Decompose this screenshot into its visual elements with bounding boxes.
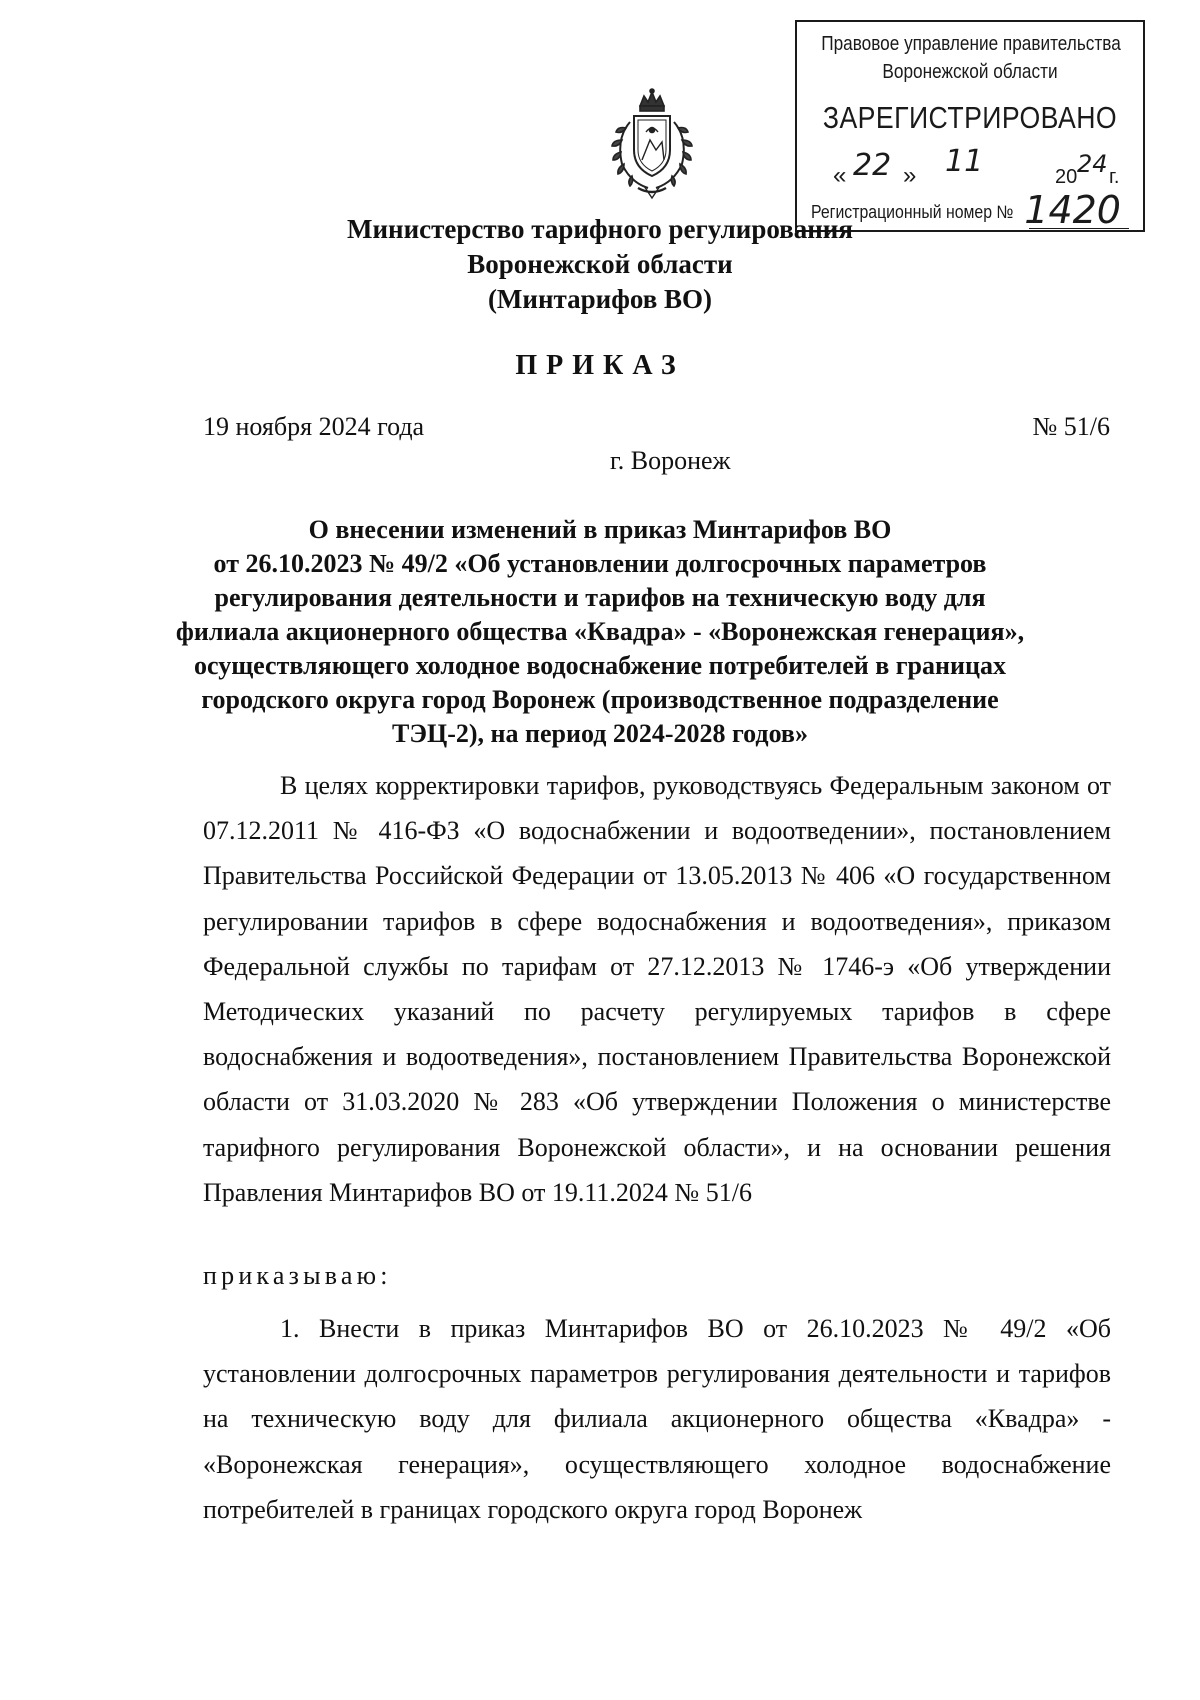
stamp-reg-number: 1420 [1024,188,1121,232]
stamp-year-suffix: 24 [1077,150,1108,178]
subject-line: О внесении изменений в приказ Минтарифов ВО [308,515,892,544]
subject-line: филиала акционерного общества «Квадра» - «Воронежская генерация», [175,617,1025,646]
stamp-open-quote: « [833,162,847,189]
document-subject [0,513,1200,751]
order-word: приказываю: [203,1261,392,1290]
stamp-month: 11 [945,144,984,179]
stamp-authority-line1: Правовое управление правительства [821,33,1121,55]
document-date: 19 ноября 2024 года [203,412,425,441]
ministry-name [0,212,1200,317]
stamp-registered-label: ЗАРЕГИСТРИРОВАНО [822,100,1118,135]
stamp-reg-label: Регистрационный номер № [811,202,1014,222]
stamp-close-quote: » [903,162,917,189]
stamp-authority-line2: Воронежской области [882,61,1058,83]
subject-line: осуществляющего холодное водоснабжение потребителей в границах [194,651,1006,680]
registration-stamp [795,20,1145,232]
document-type-title: ПРИКАЗ [515,350,685,381]
subject-line: регулирования деятельности и тарифов на техническую воду для [214,583,986,612]
document-number: № 51/6 [1032,412,1110,441]
preamble-paragraph: В целях корректировки тарифов, руководствуясь Федеральным законом от 07.12.2011 № 416-ФЗ «О водоснабжении и водоотведении», постановлением Правительства Российской Федерации от 13.05.2013 № 406 «О государственном регулировании тарифов в сфере водоснабжения и водоотведения», приказом Федеральной службы по тарифам от 27.12.2013 № 1746-э «Об утверждении Методических указаний по расчету регулируемых тарифов в сфере водоснабжения и водоотведения», постановлением Правительства Воронежской области от 31.03.2020 № 283 «Об утверждении Положения о министерстве тарифного регулирования Воронежской области», и на основании решения Правления Минтарифов ВО от 19.11.2024 № 51/6 [203,771,1111,1207]
clause-1-paragraph: 1. Внести в приказ Минтарифов ВО от 26.10.2023 № 49/2 «Об установлении долгосрочных параметров регулирования деятельности и тарифов на техническую воду для филиала акционерного общества «Квадра» - «Воронежская генерация», осуществляющего холодное водоснабжение потребителей в границах городского округа город Воронеж [203,1314,1111,1524]
subject-line: городского округа город Воронеж (производственное подразделение [201,685,999,714]
stamp-year-prefix: 20 [1055,166,1078,188]
ministry-name-line2: Воронежской области [467,249,733,279]
coat-of-arms-icon [604,88,700,200]
ministry-name-line1: Министерство тарифного регулирования [347,214,853,244]
stamp-day: 22 [853,148,892,183]
document-city: г. Воронеж [610,446,731,475]
subject-line: ТЭЦ-2), на период 2024-2028 годов» [392,719,808,748]
stamp-year-unit: г. [1109,166,1120,188]
ministry-name-line3: (Минтарифов ВО) [487,284,713,314]
subject-line: от 26.10.2023 № 49/2 «Об установлении долгосрочных параметров [213,549,987,578]
